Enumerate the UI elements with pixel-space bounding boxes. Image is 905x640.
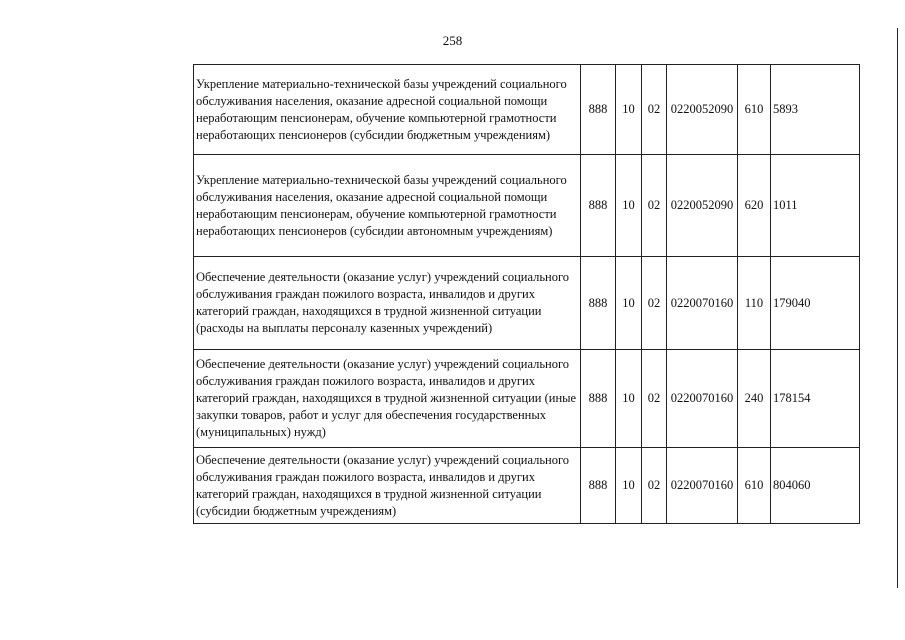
subsection-code: 02 bbox=[642, 448, 667, 524]
subsection-code: 02 bbox=[642, 65, 667, 155]
subsection-code: 02 bbox=[642, 257, 667, 350]
ministry-code: 888 bbox=[581, 350, 616, 448]
ministry-code: 888 bbox=[581, 448, 616, 524]
amount-value: 178154 bbox=[771, 350, 860, 448]
amount-value: 179040 bbox=[771, 257, 860, 350]
ministry-code: 888 bbox=[581, 155, 616, 257]
row-description: Обеспечение деятельности (оказание услуг) учреждений социального обслуживания граждан пожилого возраста, инвалидов и других категорий граждан, находящихся в трудной жизненной ситуации (субсидии бюджетным учреждениям) bbox=[194, 448, 581, 524]
budget-table bbox=[193, 64, 860, 524]
ministry-code: 888 bbox=[581, 65, 616, 155]
target-article-code: 0220052090 bbox=[667, 155, 738, 257]
expense-type-code: 240 bbox=[738, 350, 771, 448]
expense-type-code: 610 bbox=[738, 448, 771, 524]
page-number: 258 bbox=[442, 33, 463, 48]
table-row bbox=[194, 350, 860, 448]
row-description: Обеспечение деятельности (оказание услуг) учреждений социального обслуживания граждан пожилого возраста, инвалидов и других категорий граждан, находящихся в трудной жизненной ситуации (иные закупки товаров, работ и услуг для обеспечения государственных (муниципальных) нужд) bbox=[194, 350, 581, 448]
amount-value: 5893 bbox=[771, 65, 860, 155]
subsection-code: 02 bbox=[642, 350, 667, 448]
section-code: 10 bbox=[616, 65, 642, 155]
target-article-code: 0220070160 bbox=[667, 257, 738, 350]
amount-value: 804060 bbox=[771, 448, 860, 524]
row-description: Укрепление материально-технической базы учреждений социального обслуживания населения, оказание адресной социальной помощи неработающим пенсионерам, обучение компьютерной грамотности неработающих пенсионеров (субсидии бюджетным учреждениям) bbox=[194, 65, 581, 155]
section-code: 10 bbox=[616, 350, 642, 448]
table-row bbox=[194, 448, 860, 524]
section-code: 10 bbox=[616, 155, 642, 257]
page-edge-rule bbox=[897, 28, 898, 588]
table-row bbox=[194, 65, 860, 155]
target-article-code: 0220052090 bbox=[667, 65, 738, 155]
expense-type-code: 610 bbox=[738, 65, 771, 155]
table-row bbox=[194, 257, 860, 350]
expense-type-code: 620 bbox=[738, 155, 771, 257]
amount-value: 1011 bbox=[771, 155, 860, 257]
expense-type-code: 110 bbox=[738, 257, 771, 350]
row-description: Обеспечение деятельности (оказание услуг) учреждений социального обслуживания граждан пожилого возраста, инвалидов и других категорий граждан, находящихся в трудной жизненной ситуации (расходы на выплаты персоналу казенных учреждений) bbox=[194, 257, 581, 350]
section-code: 10 bbox=[616, 257, 642, 350]
ministry-code: 888 bbox=[581, 257, 616, 350]
section-code: 10 bbox=[616, 448, 642, 524]
table-row bbox=[194, 155, 860, 257]
target-article-code: 0220070160 bbox=[667, 350, 738, 448]
target-article-code: 0220070160 bbox=[667, 448, 738, 524]
subsection-code: 02 bbox=[642, 155, 667, 257]
row-description: Укрепление материально-технической базы учреждений социального обслуживания населения, оказание адресной социальной помощи неработающим пенсионерам, обучение компьютерной грамотности неработающих пенсионеров (субсидии автономным учреждениям) bbox=[194, 155, 581, 257]
